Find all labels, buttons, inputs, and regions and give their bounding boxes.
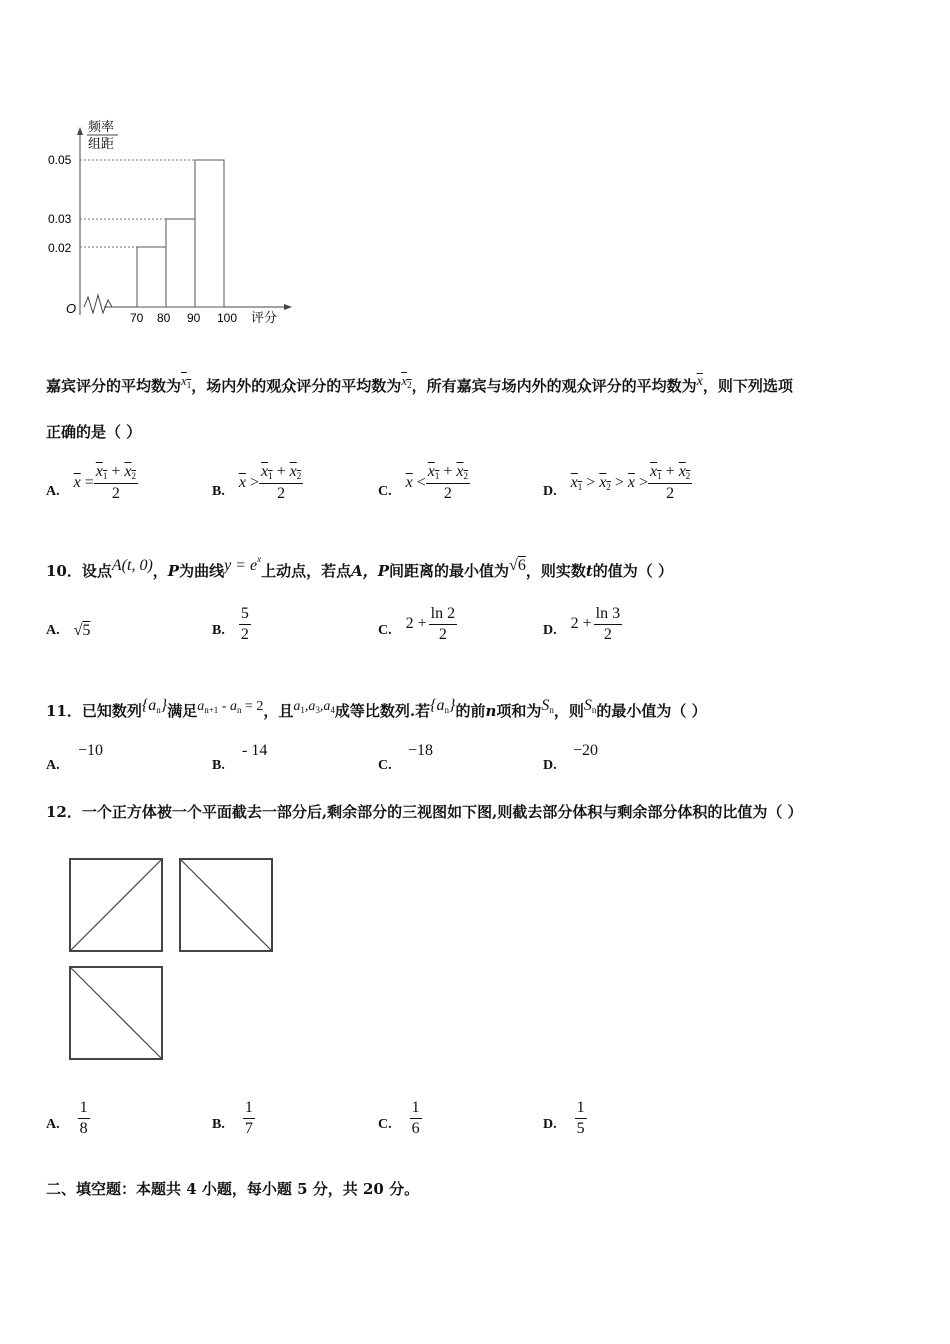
q11-a-value: −10 xyxy=(78,742,104,759)
q9-c-frac: $\frac{x_1 + x_2}{2}$ xyxy=(427,463,469,503)
bar-80-90 xyxy=(166,219,195,307)
q12-option-d[interactable]: D. $\frac{1}{5}$ xyxy=(543,1098,585,1137)
x-axis-arrow xyxy=(284,304,292,310)
q9-a-frac: $\frac{x_1 + x_2}{2}$ xyxy=(95,463,137,503)
axis-break-zigzag xyxy=(84,295,112,313)
q10-c-pre: 2 + xyxy=(405,615,427,632)
q10-option-d[interactable]: D. 2 + $\frac{\ln 3}{2}$ xyxy=(543,604,621,643)
q9-var-x1: $x_1$ xyxy=(181,373,192,390)
q11-d-value: −20 xyxy=(573,742,599,759)
frequency-histogram xyxy=(40,115,300,330)
q10-option-b[interactable]: B. $\frac{5}{2}$ xyxy=(212,604,249,643)
q11-sn-1: $S_n$ xyxy=(541,697,554,715)
q9-option-d-label: D. xyxy=(543,484,557,499)
q12-a-frac: $\frac{1}{8}$ xyxy=(79,1098,88,1137)
y-tick-0.02: 0.02 xyxy=(48,241,72,255)
q10-option-c[interactable]: C. 2 + $\frac{\ln 2}{2}$ xyxy=(378,604,456,643)
q9-d-x1: $x_1$ xyxy=(570,474,583,492)
q11-sn-2: $S_n$ xyxy=(583,697,597,715)
q9-option-c-label: C. xyxy=(378,484,392,499)
x-axis-label: 评分 xyxy=(251,310,278,325)
q9-b-frac: $\frac{x_1 + x_2}{2}$ xyxy=(260,463,302,503)
q9-b-gt: > xyxy=(245,474,259,491)
q9-var-x: $\overline{x}$ xyxy=(696,374,703,389)
x-tick-90: 90 xyxy=(187,311,201,325)
q9-b-lhs: $\overline{x}$ xyxy=(238,474,246,491)
y-axis-arrow xyxy=(77,127,83,135)
q10-d-frac: $\frac{\ln 3}{2}$ xyxy=(595,604,621,643)
q12-c-frac: $\frac{1}{6}$ xyxy=(411,1098,420,1137)
q12-d-frac: $\frac{1}{5}$ xyxy=(576,1098,585,1137)
y-label-line1: 频率 xyxy=(88,119,115,134)
y-tick-0.05: 0.05 xyxy=(48,153,72,167)
q11-recurrence: $a_{n+1} - a_n = 2$ xyxy=(197,699,264,715)
q11-b-value: - 14 xyxy=(242,742,268,759)
q10-c-frac: $\frac{\ln 2}{2}$ xyxy=(430,604,456,643)
q9-var-x2: $x_2$ xyxy=(401,373,412,390)
q9-a-lhs: $\overline{x}$ xyxy=(73,474,81,491)
q9-option-d[interactable]: D. $x_1$ > $x_2$ > $\overline{x}$ > $\frac{x_1 + x_2}{2}$ xyxy=(543,463,691,503)
q9-d-frac: $\frac{x_1 + x_2}{2}$ xyxy=(650,463,691,503)
top-view-diagonal xyxy=(70,967,162,1059)
section2-heading: 二、填空题：本题共 4 小题，每小题 5 分，共 20 分。 xyxy=(46,1180,420,1198)
q9-c-lt: < xyxy=(412,474,426,491)
q9-d-x2: $x_2$ xyxy=(599,474,611,492)
q12-option-c[interactable]: C. $\frac{1}{6}$ xyxy=(378,1098,420,1137)
x-tick-70: 70 xyxy=(130,311,144,325)
q12-stem: 12．一个正方体被一个平面截去一部分后,剩余部分的三视图如下图,则截去部分体积与剩余部分体积的比值为（ ） xyxy=(46,803,803,821)
side-view-diagonal xyxy=(180,859,272,951)
q9-stem-part2: ，场内外的观众评分的平均数为 xyxy=(191,377,402,395)
q9-option-b[interactable] xyxy=(212,455,303,511)
bar-70-80 xyxy=(137,247,166,307)
q10-curve: $y = e^x$ xyxy=(224,554,262,574)
q9-c-lhs: $\overline{x}$ xyxy=(405,474,413,491)
q9-stem-part1: 嘉宾评分的平均数为 xyxy=(46,377,182,395)
q9-a-eq: = xyxy=(80,474,94,491)
q12-option-a[interactable]: A. $\frac{1}{8}$ xyxy=(46,1098,88,1137)
q10-point: A(t, 0) xyxy=(111,557,153,574)
y-label-line2: 组距 xyxy=(88,136,115,151)
q11-terms: $a_1,a_3,a_4$ xyxy=(293,699,335,715)
origin-label: O xyxy=(66,301,77,316)
q9-d-x: $\overline{x}$ xyxy=(627,474,636,491)
q10-b-frac: $\frac{5}{2}$ xyxy=(240,604,249,643)
bar-90-100 xyxy=(195,160,224,307)
q10-d-pre: 2 + xyxy=(570,615,592,632)
x-tick-100: 100 xyxy=(217,311,238,325)
q9-option-a[interactable] xyxy=(46,455,138,511)
q10-stem: 10．设点A(t, 0)，P为曲线$y = e^x$上动点，若点A，P间距离的最小值为√6，则实数t的值为（ ） xyxy=(46,554,673,580)
q9-stem-line2: 正确的是（ ） xyxy=(46,423,142,441)
q11-c-value: −18 xyxy=(408,742,434,759)
q11-seq-1: $\{a_n\}$ xyxy=(141,697,168,715)
q12-option-b[interactable]: B. $\frac{1}{7}$ xyxy=(212,1098,253,1137)
q11-stem: 11．已知数列$\{a_n\}$满足$a_{n+1} - a_n = 2$，且$a_1,a_3,a_4$成等比数列.若$\{a_n\}$的前n项和为$S_n$，则$S_n$的最小值为（ ） xyxy=(46,697,707,720)
q10-option-a[interactable]: A. √5 xyxy=(46,622,91,639)
q9-stem-part4: ，则下列选项 xyxy=(702,377,793,395)
q10-sqrt: √6 xyxy=(509,557,526,574)
q9-stem-line1 xyxy=(46,374,793,394)
three-view-drawing xyxy=(66,855,278,1063)
q9-option-a-label: A. xyxy=(46,484,60,499)
y-tick-0.03: 0.03 xyxy=(48,212,72,226)
q11-seq-2: $\{a_n\}$ xyxy=(430,697,456,715)
q10-a-value: √5 xyxy=(73,622,91,639)
q9-option-b-label: B. xyxy=(212,484,225,499)
front-view-diagonal xyxy=(70,859,162,951)
q9-stem-part3: ，所有嘉宾与场内外的观众评分的平均数为 xyxy=(411,377,697,395)
x-tick-80: 80 xyxy=(157,311,171,325)
q12-b-frac: $\frac{1}{7}$ xyxy=(244,1098,253,1137)
q9-option-c[interactable] xyxy=(378,455,470,511)
